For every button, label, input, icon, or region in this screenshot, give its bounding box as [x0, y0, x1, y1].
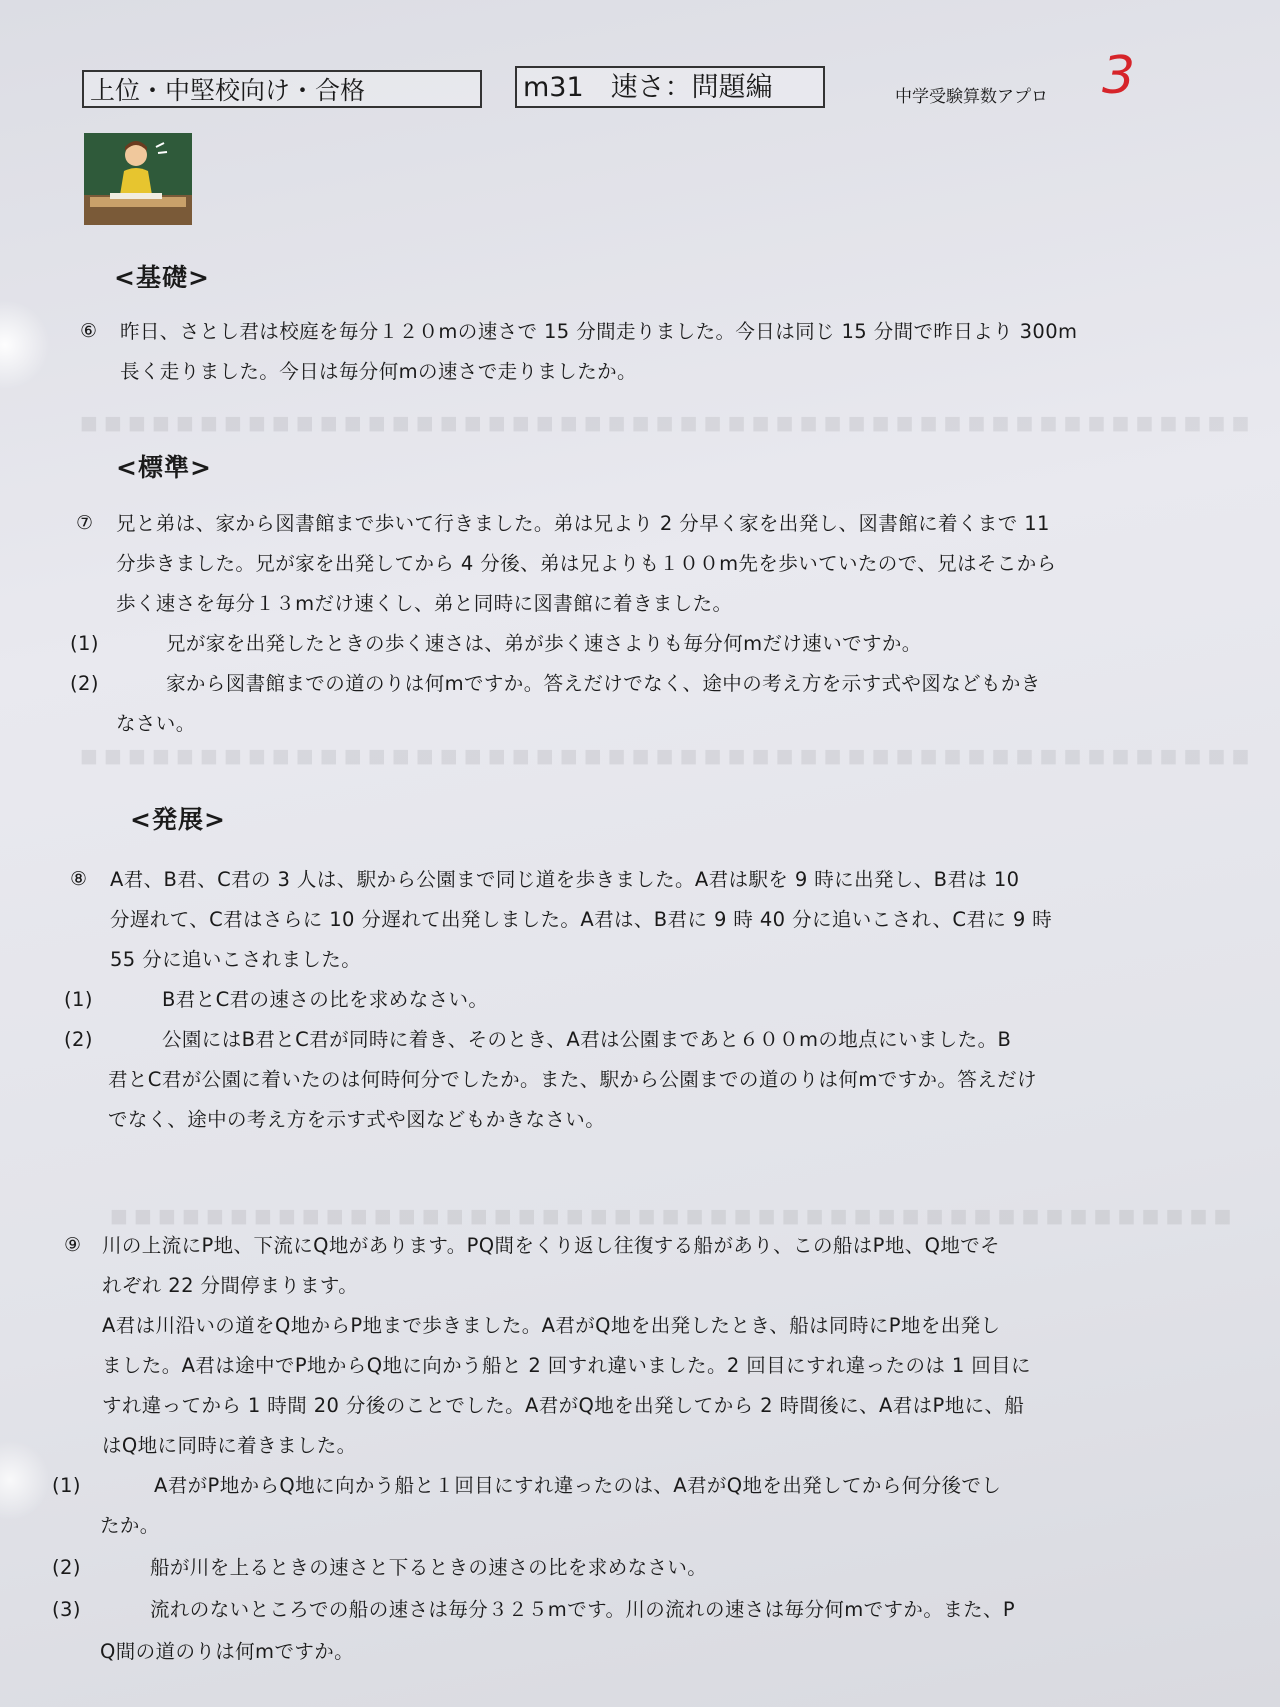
question-7-sub2: なさい。 — [116, 712, 196, 735]
subquestion-label: (1) — [52, 1474, 81, 1497]
bleed-through-text: ■ ■ ■ ■ ■ ■ ■ ■ ■ ■ ■ ■ ■ ■ ■ ■ ■ ■ ■ ■ ■ ■ ■ ■ ■ ■ ■ ■ ■ ■ ■ ■ ■ ■ ■ ■ ■ ■ ■ ■ ■ ■ ■ ■ ■ ■ ■ — [110, 1205, 1232, 1227]
subquestion-label: (1) — [64, 988, 93, 1011]
question-8-line: A君、B君、C君の 3 人は、駅から公園まで同じ道を歩きました。A君は駅を 9 時に出発し、B君は 10 — [110, 868, 1020, 891]
question-9-line: れぞれ 22 分間停まります。 — [102, 1274, 359, 1297]
question-8-line: 55 分に追いこされました。 — [110, 948, 362, 971]
question-9-sub1: たか。 — [100, 1514, 160, 1537]
question-9-sub2: 船が川を上るときの速さと下るときの速さの比を求めなさい。 — [150, 1556, 708, 1579]
question-7-line: 兄と弟は、家から図書館まで歩いて行きました。弟は兄より 2 分早く家を出発し、図書館に着くまで 11 — [116, 512, 1050, 535]
subquestion-label: (2) — [70, 672, 99, 695]
question-9-line: すれ違ってから 1 時間 20 分後のことでした。A君がQ地を出発してから 2 時間後に、A君はP地に、船 — [102, 1394, 1025, 1417]
question-7-sub2: 家から図書館までの道のりは何mですか。答えだけでなく、途中の考え方を示す式や図などもかき — [166, 672, 1041, 695]
question-number: ⑨ — [64, 1234, 82, 1256]
section-heading-kiso: <基礎> — [114, 263, 210, 292]
subquestion-label: (3) — [52, 1598, 81, 1621]
question-9-line: ました。A君は途中でP地からQ地に向かう船と 2 回すれ違いました。2 回目にすれ違ったのは 1 回目に — [102, 1354, 1031, 1377]
teacher-illustration-icon — [84, 133, 192, 225]
question-6-line: 長く走りました。今日は毎分何mの速さで走りましたか。 — [120, 360, 637, 383]
question-9-sub1: A君がP地からQ地に向かう船と１回目にすれ違ったのは、A君がQ地を出発してから何分後でし — [154, 1474, 1002, 1497]
question-8-sub2: 公園にはB君とC君が同時に着き、そのとき、A君は公園まであと６００mの地点にいました。B — [162, 1028, 1012, 1051]
question-9-line: はQ地に同時に着きました。 — [102, 1434, 357, 1457]
question-number: ⑧ — [70, 868, 88, 890]
header-title: m31 速さ：問題編 — [515, 66, 825, 108]
subquestion-label: (2) — [64, 1028, 93, 1051]
light-glare — [0, 300, 50, 390]
question-9-line: 川の上流にP地、下流にQ地があります。PQ間をくり返し往復する船があり、この船はP地、Q地でそ — [102, 1234, 1001, 1257]
subquestion-label: (2) — [52, 1556, 81, 1579]
light-glare — [0, 1440, 50, 1520]
question-number: ⑥ — [80, 320, 98, 342]
page-number: 3 — [1102, 46, 1136, 106]
question-7-line: 分歩きました。兄が家を出発してから 4 分後、弟は兄よりも１００m先を歩いていたので、兄はそこから — [116, 552, 1057, 575]
question-8-sub2: でなく、途中の考え方を示す式や図などもかきなさい。 — [108, 1108, 606, 1131]
question-8-line: 分遅れて、C君はさらに 10 分遅れて出発しました。A君は、B君に 9 時 40 分に追いこされ、C君に 9 時 — [110, 908, 1053, 931]
section-heading-hatten: <発展> — [130, 805, 226, 834]
question-9-sub3: Q間の道のりは何mですか。 — [100, 1640, 355, 1663]
site-name: 中学受験算数アプロ — [895, 87, 1048, 107]
bleed-through-text: ■ ■ ■ ■ ■ ■ ■ ■ ■ ■ ■ ■ ■ ■ ■ ■ ■ ■ ■ ■ ■ ■ ■ ■ ■ ■ ■ ■ ■ ■ ■ ■ ■ ■ ■ ■ ■ ■ ■ ■ ■ ■ ■ ■ ■ ■ ■ ■ ■ — [80, 412, 1250, 434]
section-heading-hyojun: <標準> — [116, 453, 212, 482]
question-7-line: 歩く速さを毎分１３mだけ速くし、弟と同時に図書館に着きました。 — [116, 592, 733, 615]
question-number: ⑦ — [76, 512, 94, 534]
question-8-sub2: 君とC君が公園に着いたのは何時何分でしたか。また、駅から公園までの道のりは何mですか。答えだけ — [108, 1068, 1037, 1091]
question-8-sub1: B君とC君の速さの比を求めなさい。 — [162, 988, 489, 1011]
question-9-sub3: 流れのないところでの船の速さは毎分３２５mです。川の流れの速さは毎分何mですか。また、P — [150, 1598, 1016, 1621]
question-6-line: 昨日、さとし君は校庭を毎分１２０mの速さで 15 分間走りました。今日は同じ 15 分間で昨日より 300m — [120, 320, 1078, 343]
bleed-through-text: ■ ■ ■ ■ ■ ■ ■ ■ ■ ■ ■ ■ ■ ■ ■ ■ ■ ■ ■ ■ ■ ■ ■ ■ ■ ■ ■ ■ ■ ■ ■ ■ ■ ■ ■ ■ ■ ■ ■ ■ ■ ■ ■ ■ ■ ■ ■ ■ ■ — [80, 745, 1250, 767]
question-9-line: A君は川沿いの道をQ地からP地まで歩きました。A君がQ地を出発したとき、船は同時にP地を出発し — [102, 1314, 1001, 1337]
subquestion-label: (1) — [70, 632, 99, 655]
question-7-sub1: 兄が家を出発したときの歩く速さは、弟が歩く速さよりも毎分何mだけ速いですか。 — [166, 632, 922, 655]
header-level-label: 上位・中堅校向け・合格 — [82, 70, 482, 108]
